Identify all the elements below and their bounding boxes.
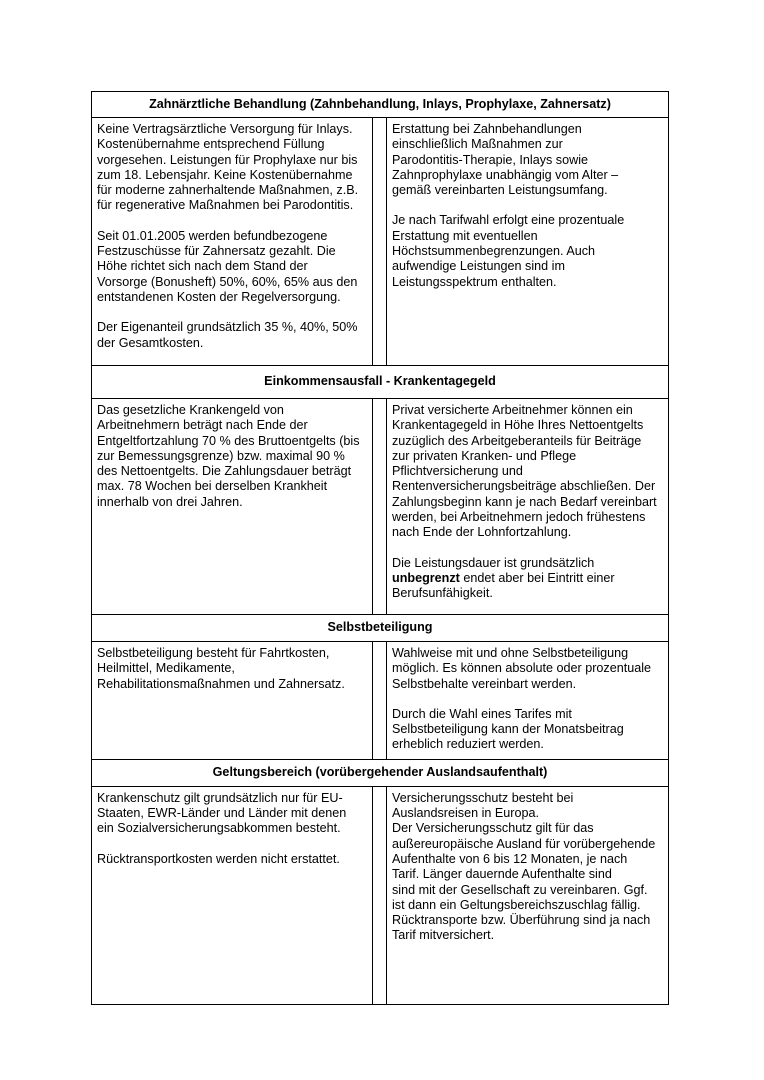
section-header-row	[92, 759, 669, 786]
statutory-column-cell	[92, 642, 373, 760]
paragraph: Der Eigenanteil grundsätzlich 35 %, 40%, 50% der Gesamtkosten.	[97, 320, 358, 350]
comparison-table	[91, 91, 669, 1005]
paragraph: Selbstbeteiligung besteht für Fahrtkosten, Heilmittel, Medikamente, Rehabilitationsmaßnahmen und Zahnersatz.	[97, 646, 345, 691]
section-content-row	[92, 642, 669, 760]
paragraph: Je nach Tarifwahl erfolgt eine prozentuale Erstattung mit eventuellen Höchstsummenbegrenzungen. Auch aufwendige Leistungen sind im Leistungsspektrum enthalten.	[392, 213, 625, 289]
section-header-row	[92, 92, 669, 118]
separator-column	[373, 118, 387, 366]
private-column-cell	[387, 399, 669, 615]
separator-column	[373, 642, 387, 760]
private-column-cell	[387, 642, 669, 760]
statutory-column-cell	[92, 786, 373, 1004]
paragraph: Wahlweise mit und ohne Selbstbeteiligung möglich. Es können absolute oder prozentuale Selbstbehalte vereinbart werden.	[392, 646, 652, 691]
paragraph: Krankenschutz gilt grundsätzlich nur für EU- Staaten, EWR-Länder und Länder mit denen ein Sozialversicherungsabkommen besteht.	[97, 790, 347, 836]
text-span: Die Leistungsdauer ist grundsätzlich	[392, 555, 595, 570]
section-content-row	[92, 399, 669, 615]
paragraph: Das gesetzliche Krankengeld von Arbeitnehmern beträgt nach Ende der Entgeltfortzahlung 70 % des Bruttoentgelts (bis zur Bemessungsgrenze) bzw. maximal 90 % des Nettoentgelts. Die Zahlungsdauer beträgt max. 78 Wochen bei derselben Krankheit innerhalb von drei Jahren.	[97, 403, 360, 509]
private-column-cell	[387, 118, 669, 366]
section-heading: Selbstbeteiligung	[92, 615, 669, 642]
separator-column	[373, 399, 387, 615]
paragraph: Privat versicherte Arbeitnehmer können ein Krankentagegeld in Höhe Ihres Nettoentgelts zuzüglich des Arbeitgeberanteils für Beiträge zur privaten Kranken- und Pflege Pflichtversicherung und Rentenversicherungsbeiträge abschließen. Der Zahlungsbeginn kann je nach Bedarf vereinbart werden, bei Arbeitnehmern jedoch frühestens nach Ende der Lohnfortzahlung.	[392, 403, 657, 540]
emphasis-text: unbegrenzt	[392, 570, 460, 585]
paragraph: Durch die Wahl eines Tarifes mit Selbstbeteiligung kann der Monatsbeitrag erheblich reduziert werden.	[392, 706, 624, 752]
section-heading: Geltungsbereich (vorübergehender Auslandsaufenthalt)	[92, 759, 669, 786]
paragraph: Erstattung bei Zahnbehandlungen einschließlich Maßnahmen zur Parodontitis-Therapie, Inlays sowie Zahnprophylaxe unabhängig vom Alter – gemäß vereinbarten Leistungsumfang.	[392, 122, 619, 198]
section-heading: Zahnärztliche Behandlung (Zahnbehandlung, Inlays, Prophylaxe, Zahnersatz)	[92, 92, 669, 118]
private-column-cell	[387, 786, 669, 1004]
section-content-row	[92, 786, 669, 1004]
text-span: endet aber bei Eintritt einer Berufsunfähigkeit.	[392, 570, 615, 601]
paragraph: Rücktransportkosten werden nicht erstattet.	[97, 851, 340, 866]
paragraph: Seit 01.01.2005 werden befundbezogene Festzuschüsse für Zahnersatz gezahlt. Die Höhe richtet sich nach dem Stand der Vorsorge (Bonusheft) 50%, 60%, 65% aus den entstandenen Kosten der Regelversorgung.	[97, 228, 358, 304]
section-header-row	[92, 366, 669, 399]
paragraph: Versicherungsschutz besteht bei Auslandsreisen in Europa. Der Versicherungsschutz gilt für das außereuropäische Ausland für vorübergehende Aufenthalte von 6 bis 12 Monaten, je nach Tarif. Länger dauernde Aufenthalte sind sind mit der Gesellschaft zu vereinbaren. Ggf. ist dann ein Geltungsbereichszuschlag fällig. Rücktransporte bzw. Überführung sind ja nach Tarif mitversichert.	[392, 790, 656, 943]
statutory-column-cell	[92, 399, 373, 615]
statutory-column-cell	[92, 118, 373, 366]
section-content-row	[92, 118, 669, 366]
paragraph	[392, 556, 664, 602]
separator-column	[373, 786, 387, 1004]
section-header-row	[92, 615, 669, 642]
section-heading: Einkommensausfall - Krankentagegeld	[92, 366, 669, 399]
paragraph: Keine Vertragsärztliche Versorgung für Inlays. Kostenübernahme entsprechend Füllung vorgesehen. Leistungen für Prophylaxe nur bis zum 18. Lebensjahr. Keine Kostenübernahme für moderne zahnerhaltende Maßnahmen, z.B. für regenerative Maßnahmen bei Parodontitis.	[97, 122, 359, 213]
